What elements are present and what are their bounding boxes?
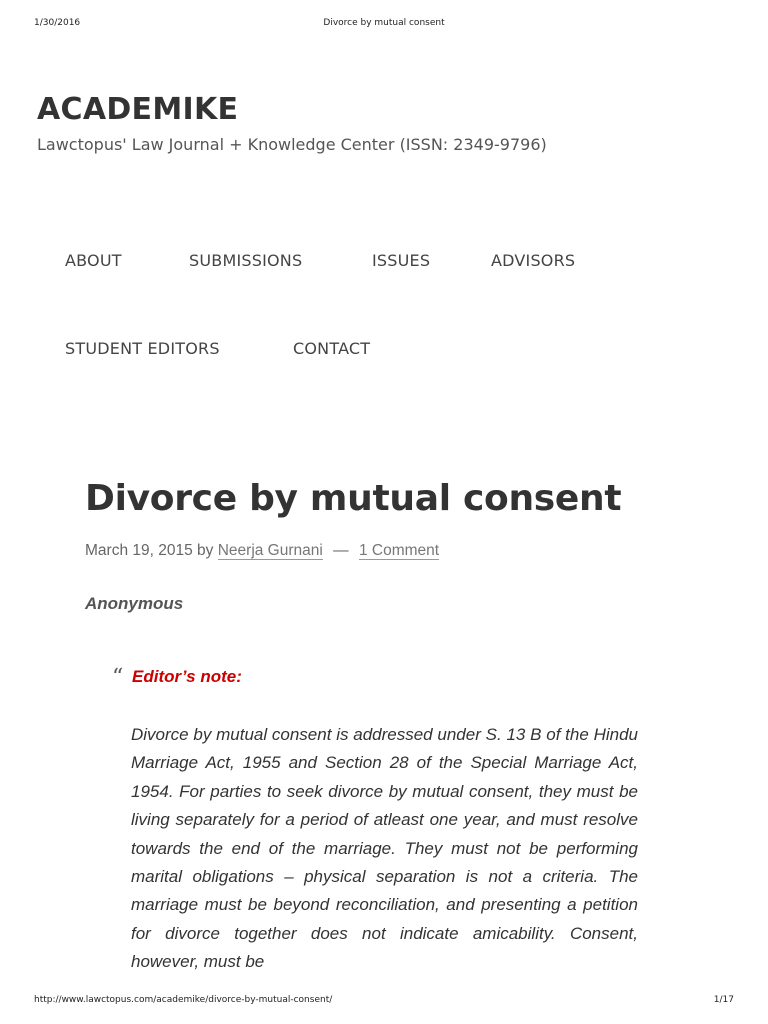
byline-anonymous: Anonymous (85, 594, 184, 613)
site-title[interactable]: ACADEMIKE (37, 92, 239, 127)
nav-item-advisors[interactable]: ADVISORS (491, 251, 576, 270)
print-header (0, 18, 768, 30)
post-date: March 19, 2015 (85, 542, 193, 559)
nav-item-submissions[interactable]: SUBMISSIONS (189, 251, 303, 270)
print-page-number: 1/17 (713, 995, 734, 1005)
blockquote-mark-icon: “ (112, 665, 124, 690)
nav-item-about[interactable]: ABOUT (65, 251, 122, 270)
editors-note-heading: Editor’s note: (132, 667, 242, 686)
editors-note-text: Divorce by mutual consent is addressed under S. 13 B of the Hindu Marriage Act, 1955 and Section 28 of the Special Marriage Act, 1954. For parties to seek divorce by mutual consent, they must be living separately for a period of atleast one year, and must resolve towards the end of the marriage. They must not be performing marital obligations – physical separation is not a criteria. The marriage must be beyond reconciliation, and presenting a petition for divorce together does not indicate amicability. Consent, however, must be (131, 725, 638, 972)
print-footer (0, 995, 768, 1007)
nav-item-contact[interactable]: CONTACT (293, 339, 371, 358)
print-url: http://www.lawctopus.com/academike/divorce-by-mutual-consent/ (34, 995, 333, 1005)
nav-item-student-editors[interactable]: STUDENT EDITORS (65, 339, 220, 358)
site-description: Lawctopus' Law Journal + Knowledge Center (ISSN: 2349-9796) (37, 135, 547, 154)
article-meta (85, 542, 439, 560)
comments-link[interactable]: 1 Comment (358, 542, 440, 559)
nav-item-issues[interactable]: ISSUES (372, 251, 431, 270)
print-page-title: Divorce by mutual consent (323, 18, 445, 28)
print-date: 1/30/2016 (34, 18, 81, 28)
by-label: by (197, 542, 214, 559)
meta-separator: — (333, 542, 349, 559)
article-title: Divorce by mutual consent (85, 478, 622, 519)
author-link[interactable]: Neerja Gurnani (217, 542, 323, 559)
